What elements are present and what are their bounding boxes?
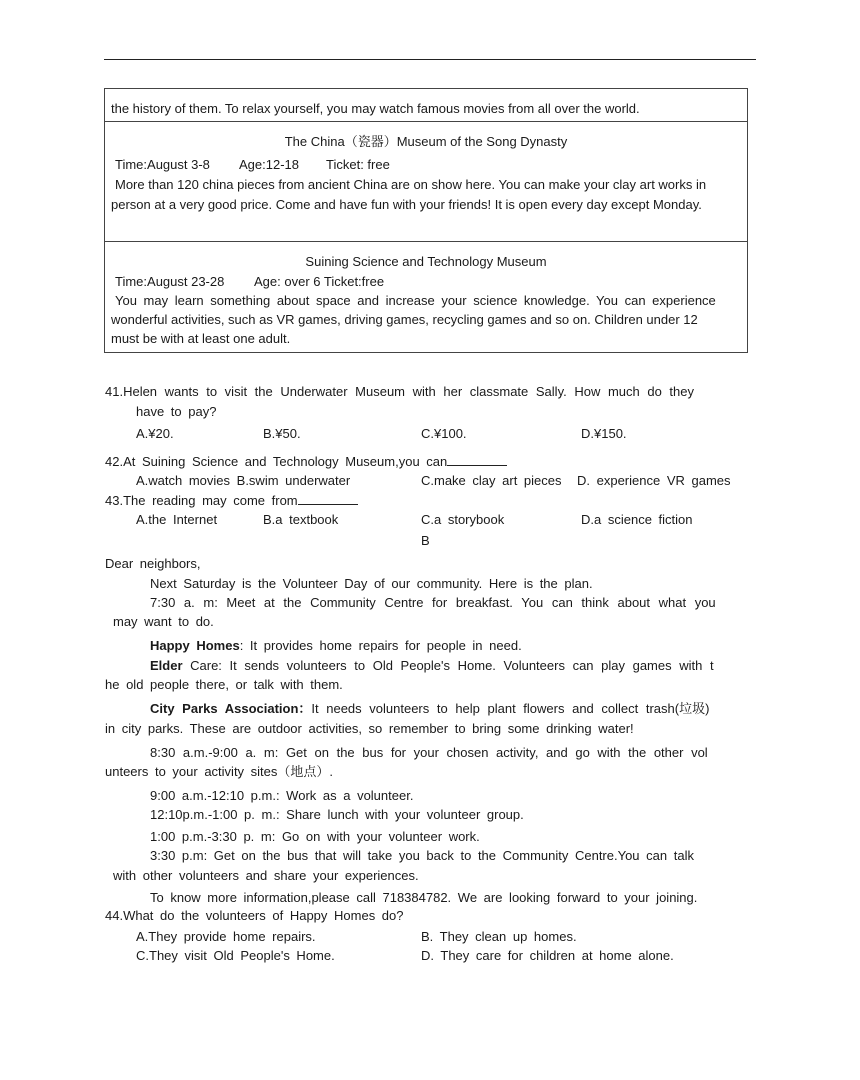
china-museum-time: Time:August 3-8 xyxy=(115,157,210,172)
schedule-work: 9:00 a.m.-12:10 p.m.: Work as a volunteer. xyxy=(150,788,414,803)
science-museum-title: Suining Science and Technology Museum xyxy=(305,254,547,269)
header-rule xyxy=(104,59,756,60)
q41-option-c: C.¥100. xyxy=(421,426,467,441)
science-museum-desc-3: must be with at least one adult. xyxy=(111,331,291,346)
schedule-lunch: 12:10p.m.-1:00 p. m.: Share lunch with your volunteer group. xyxy=(150,807,524,822)
science-museum-desc-2: wonderful activities, such as VR games, driving games, recycling games and so on. Children under 12 xyxy=(111,312,698,327)
q41-option-b: B.¥50. xyxy=(263,426,301,441)
city-parks-line-1 xyxy=(150,699,709,719)
china-museum-desc-1: More than 120 china pieces from ancient China are on show here. You can make your clay art works in xyxy=(115,177,707,192)
city-parks-line-2: in city parks. These are outdoor activities, so remember to bring some drinking water! xyxy=(105,721,634,736)
elder-care-line-1 xyxy=(150,656,714,676)
city-parks-label: City Parks Association： xyxy=(150,701,312,716)
breakfast-line-1: 7:30 a. m: Meet at the Community Centre for breakfast. You can think about what you xyxy=(150,595,716,610)
q43-option-d: D.a science fiction xyxy=(581,512,693,527)
section-label: B xyxy=(421,533,430,548)
q41-option-a: A.¥20. xyxy=(136,426,174,441)
china-museum-meta xyxy=(111,155,741,175)
letter-greeting: Dear neighbors, xyxy=(105,556,201,571)
science-museum-desc-1: You may learn something about space and increase your science knowledge. You can experience xyxy=(115,293,716,308)
science-museum-meta xyxy=(111,272,741,291)
table-row xyxy=(105,242,747,352)
happy-homes-text: : It provides home repairs for people in need. xyxy=(239,638,522,653)
china-museum-desc-2: person at a very good price. Come and have fun with your friends! It is open every day except Monday. xyxy=(111,197,702,212)
row1-text: the history of them. To relax yourself, you may watch famous movies from all over the world. xyxy=(111,101,640,116)
table-row xyxy=(105,89,747,122)
china-museum-title: The China（瓷器）Museum of the Song Dynasty xyxy=(284,134,568,149)
q43-answer-blank xyxy=(298,491,358,505)
q42-option-ab: A.watch movies B.swim underwater xyxy=(136,473,351,488)
breakfast-line-2: may want to do. xyxy=(113,614,214,629)
schedule-bus-line-2: unteers to your activity sites（地点）. xyxy=(105,764,334,779)
schedule-return-2: with other volunteers and share your experiences. xyxy=(113,868,419,883)
q44-option-c: C.They visit Old People's Home. xyxy=(136,948,335,963)
schedule-afternoon: 1:00 p.m.-3:30 p. m: Go on with your volunteer work. xyxy=(150,829,480,844)
q41-stem-1: 41.Helen wants to visit the Underwater Museum with her classmate Sally. How much do they xyxy=(105,384,694,399)
schedule-bus-line-1: 8:30 a.m.-9:00 a. m: Get on the bus for your chosen activity, and go with the other vol xyxy=(150,745,708,760)
q44-option-a: A.They provide home repairs. xyxy=(136,929,316,944)
china-museum-age: Age:12-18 xyxy=(239,157,299,172)
museum-table xyxy=(104,88,748,353)
q44-stem: 44.What do the volunteers of Happy Homes do? xyxy=(105,908,404,923)
science-museum-age-ticket: Age: over 6 Ticket:free xyxy=(254,274,385,289)
letter-closing: To know more information,please call 718384782. We are looking forward to your joining. xyxy=(150,890,698,905)
q43-option-a: A.the Internet xyxy=(136,512,218,527)
q41-stem-2: have to pay? xyxy=(136,404,217,419)
q42-option-c: C.make clay art pieces xyxy=(421,473,562,488)
q41-option-d: D.¥150. xyxy=(581,426,627,441)
city-parks-text-1: It needs volunteers to help plant flowers and collect trash(垃圾) xyxy=(311,701,710,716)
q43-option-c: C.a storybook xyxy=(421,512,505,527)
q43-stem xyxy=(105,491,358,511)
elder-care-text-1: Care: It sends volunteers to Old People's Home. Volunteers can play games with t xyxy=(182,658,714,673)
happy-homes-label: Happy Homes xyxy=(150,638,240,653)
science-museum-time: Time:August 23-28 xyxy=(115,274,225,289)
q42-stem xyxy=(105,452,507,472)
q44-option-b: B. They clean up homes. xyxy=(421,929,577,944)
elder-care-line-2: he old people there, or talk with them. xyxy=(105,677,343,692)
letter-intro: Next Saturday is the Volunteer Day of our community. Here is the plan. xyxy=(150,576,593,591)
q44-option-d: D. They care for children at home alone. xyxy=(421,948,674,963)
china-museum-ticket: Ticket: free xyxy=(326,157,390,172)
elder-care-label: Elder xyxy=(150,658,183,673)
schedule-return-1: 3:30 p.m: Get on the bus that will take you back to the Community Centre.You can talk xyxy=(150,848,694,863)
q42-stem-text: 42.At Suining Science and Technology Museum,you can xyxy=(105,454,448,469)
q42-answer-blank xyxy=(447,452,507,466)
table-row xyxy=(105,122,747,242)
q42-option-d: D. experience VR games xyxy=(577,473,731,488)
q43-stem-text: 43.The reading may come from xyxy=(105,493,298,508)
happy-homes-line xyxy=(150,636,522,656)
q43-option-b: B.a textbook xyxy=(263,512,339,527)
